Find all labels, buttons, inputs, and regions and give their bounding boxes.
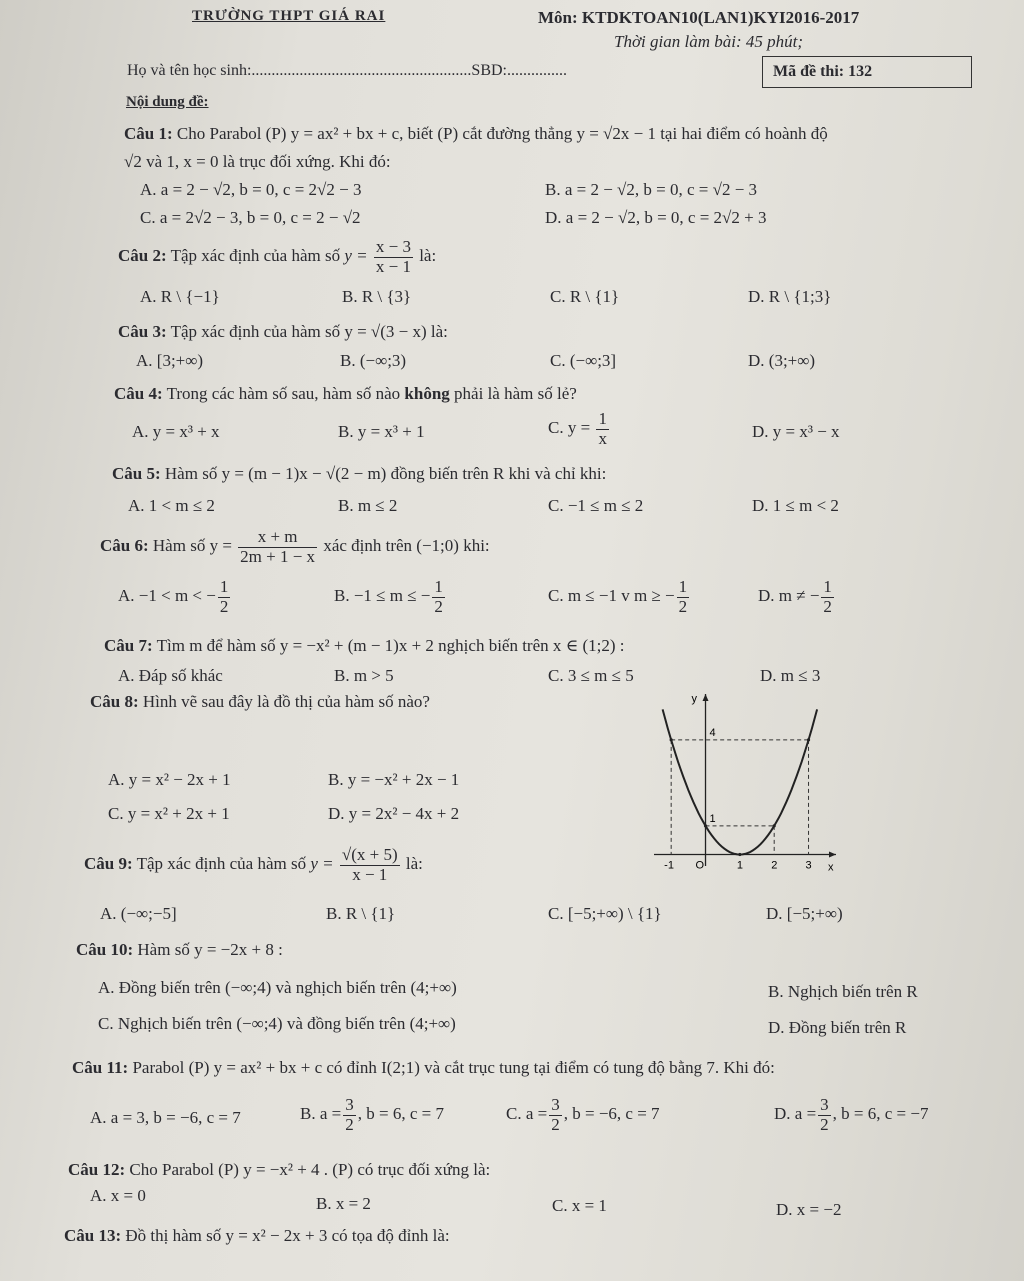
- q11-option-b-post: , b = 6, c = 7: [357, 1104, 444, 1124]
- q6-a-num: 1: [219, 577, 229, 596]
- question-6-text: Hàm số y =: [152, 536, 232, 556]
- question-10: [76, 940, 283, 960]
- question-12: [68, 1160, 490, 1180]
- q5-option-c: C. −1 ≤ m ≤ 2: [548, 496, 644, 515]
- y-axis-arrow-icon: [703, 694, 709, 701]
- question-4-emphasis: không: [404, 384, 450, 403]
- q11-d-den: 2: [820, 1114, 829, 1134]
- q11-b-num: 3: [345, 1095, 354, 1114]
- q8-option-b: B. y = −x² + 2x − 1: [328, 770, 460, 789]
- question-9-lhs: y =: [310, 854, 334, 874]
- q3-option-d: D. (3;+∞): [748, 351, 816, 370]
- q2-option-d: D. R \ {1;3}: [748, 287, 832, 306]
- question-13: [64, 1226, 450, 1246]
- question-6-fraction: [238, 528, 317, 566]
- question-6-text-end: xác định trên (−1;0) khi:: [323, 536, 490, 556]
- q12-option-d: D. x = −2: [776, 1200, 842, 1219]
- origin-label: O: [695, 859, 705, 872]
- parabola-point: [738, 853, 741, 856]
- question-1: [124, 124, 828, 144]
- question-2-fraction: [374, 238, 413, 276]
- q6-option-a-text: A. −1 < m < −: [118, 586, 216, 606]
- q8-option-a: A. y = x² − 2x + 1: [108, 770, 231, 789]
- q6-numerator: x + m: [238, 528, 317, 548]
- q4-option-c: [548, 410, 611, 448]
- q11-b-den: 2: [345, 1114, 354, 1134]
- question-10-label: Câu 10:: [76, 940, 134, 959]
- x-tick-label: 3: [805, 859, 812, 872]
- q7-option-a: A. Đáp số khác: [118, 666, 223, 685]
- q6-option-a-fraction: [218, 578, 231, 616]
- q11-option-d-post: , b = 6, c = −7: [832, 1104, 929, 1124]
- q11-option-a: A. a = 3, b = −6, c = 7: [90, 1108, 241, 1127]
- q9-denominator: x − 1: [352, 864, 388, 884]
- q7-option-d: D. m ≤ 3: [760, 666, 821, 685]
- question-4-text: Trong các hàm số sau, hàm số nào: [166, 384, 401, 403]
- y-tick-label: 4: [709, 726, 716, 739]
- y-axis-label: y: [691, 693, 698, 705]
- parabola-point: [670, 738, 673, 741]
- q11-option-d: [774, 1096, 928, 1134]
- student-info-line: Họ và tên học sinh:.......................................................SBD:...............: [127, 62, 567, 79]
- y-tick-label: 1: [709, 812, 716, 825]
- x-axis-arrow-icon: [829, 852, 836, 858]
- x-axis-label: x: [828, 861, 834, 874]
- q6-option-b-text: B. −1 ≤ m ≤ −: [334, 586, 431, 606]
- q4-option-c-lhs: C. y =: [548, 418, 591, 438]
- question-3-label: Câu 3:: [118, 322, 167, 341]
- question-12-text: Cho Parabol (P) y = −x² + 4 . (P) có trục đối xứng là:: [129, 1160, 491, 1179]
- q3-option-b: B. (−∞;3): [340, 351, 407, 370]
- q6-a-den: 2: [219, 596, 229, 616]
- q6-option-b-fraction: [432, 578, 445, 616]
- question-9-fraction: [340, 846, 400, 884]
- q6-b-num: 1: [434, 577, 443, 596]
- q6-option-d-text: D. m ≠ −: [758, 586, 820, 606]
- parabola-point: [773, 824, 776, 827]
- q6-b-den: 2: [434, 596, 443, 616]
- q2-option-b: B. R \ {3}: [342, 287, 412, 306]
- question-1-label: Câu 1:: [124, 124, 173, 143]
- q7-option-b: B. m > 5: [334, 666, 394, 685]
- question-9-label: Câu 9:: [84, 854, 133, 874]
- question-4: [114, 384, 577, 404]
- q2-option-c: C. R \ {1}: [550, 287, 620, 306]
- question-9-text: Tập xác định của hàm số: [136, 854, 307, 874]
- question-8-text: Hình vẽ sau đây là đồ thị của hàm số nào?: [142, 692, 430, 711]
- q4-option-d: D. y = x³ − x: [752, 422, 840, 441]
- q11-option-d-fraction: [818, 1096, 831, 1134]
- q11-d-num: 3: [820, 1095, 829, 1114]
- question-12-label: Câu 12:: [68, 1160, 126, 1179]
- q6-c-num: 1: [678, 577, 688, 596]
- question-11-text: Parabol (P) y = ax² + bx + c có đỉnh I(2;1) và cắt trục tung tại điểm có tung độ bằng 7. Khi đó:: [132, 1058, 775, 1077]
- q6-denominator: 2m + 1 − x: [240, 546, 316, 566]
- q5-option-d: D. 1 ≤ m < 2: [752, 496, 839, 515]
- q9-option-c: C. [−5;+∞) \ {1}: [548, 904, 662, 923]
- q3-option-a: A. [3;+∞): [136, 351, 204, 370]
- question-7-text: Tìm m để hàm số y = −x² + (m − 1)x + 2 nghịch biến trên x ∈ (1;2) :: [156, 636, 625, 655]
- x-tick-label: 1: [736, 859, 743, 872]
- q11-option-d-pre: D. a =: [774, 1104, 817, 1124]
- q4-option-a: A. y = x³ + x: [132, 422, 220, 441]
- q1-option-c: C. a = 2√2 − 3, b = 0, c = 2 − √2: [140, 208, 361, 227]
- question-3-text: Tập xác định của hàm số y = √(3 − x) là:: [170, 322, 448, 341]
- parabola-point: [704, 824, 707, 827]
- q5-option-a: A. 1 < m ≤ 2: [128, 496, 215, 515]
- question-6: [100, 528, 490, 566]
- q11-option-b-pre: B. a =: [300, 1104, 342, 1124]
- q6-option-b: [334, 578, 447, 616]
- q6-option-d: [758, 578, 836, 616]
- q12-option-b: B. x = 2: [316, 1194, 371, 1213]
- q4-option-b: B. y = x³ + 1: [338, 422, 425, 441]
- parabola-curve: [663, 709, 818, 854]
- q9-option-d: D. [−5;+∞): [766, 904, 843, 923]
- q1-option-a: A. a = 2 − √2, b = 0, c = 2√2 − 3: [140, 180, 362, 199]
- q11-option-c-fraction: [549, 1096, 562, 1134]
- graph-curve-and-guides: [663, 709, 818, 856]
- question-4-label: Câu 4:: [114, 384, 163, 403]
- question-8: [90, 692, 430, 712]
- q11-c-den: 2: [551, 1114, 560, 1134]
- question-1-text-cont: √2 và 1, x = 0 là trục đối xứng. Khi đó:: [124, 152, 391, 171]
- question-6-label: Câu 6:: [100, 536, 149, 556]
- question-8-label: Câu 8:: [90, 692, 139, 711]
- question-2-label: Câu 2:: [118, 246, 167, 266]
- q12-option-a: A. x = 0: [90, 1186, 146, 1205]
- question-7-label: Câu 7:: [104, 636, 153, 655]
- question-7: [104, 636, 625, 656]
- q6-option-c-fraction: [677, 578, 690, 616]
- q6-c-den: 2: [678, 596, 688, 616]
- q2-option-a: A. R \ {−1}: [140, 287, 220, 306]
- q9-numerator: √(x + 5): [341, 845, 398, 864]
- subject-line: Môn: KTDKTOAN10(LAN1)KYI2016-2017: [538, 8, 860, 27]
- q2-denominator: x − 1: [375, 256, 411, 276]
- q6-option-d-fraction: [821, 578, 834, 616]
- x-tick-label: 2: [771, 859, 778, 872]
- q11-option-b-fraction: [343, 1096, 356, 1134]
- q3-option-c: C. (−∞;3]: [550, 351, 617, 370]
- question-9-tail: là:: [405, 854, 423, 874]
- q11-c-num: 3: [551, 1095, 560, 1114]
- q4-option-c-fraction: [596, 410, 609, 448]
- q6-option-a: [118, 578, 232, 616]
- q2-numerator: x − 3: [375, 237, 411, 256]
- question-11-label: Câu 11:: [72, 1058, 129, 1077]
- q10-option-d: D. Đồng biến trên R: [768, 1018, 907, 1037]
- parabola-point: [807, 738, 810, 741]
- question-5-label: Câu 5:: [112, 464, 161, 483]
- question-2-tail: là:: [419, 246, 437, 266]
- q7-option-c: C. 3 ≤ m ≤ 5: [548, 666, 634, 685]
- question-11: [72, 1058, 775, 1078]
- q12-option-c: C. x = 1: [552, 1196, 607, 1215]
- exam-code-box: [762, 56, 972, 88]
- q10-option-b: B. Nghịch biến trên R: [768, 982, 918, 1001]
- q11-option-c-post: , b = −6, c = 7: [563, 1104, 660, 1124]
- question-2-lhs: y =: [344, 246, 368, 266]
- content-title: Nội dung đề:: [126, 94, 209, 110]
- q6-d-den: 2: [823, 596, 832, 616]
- question-5: [112, 464, 606, 484]
- exam-code: Mã đề thi: 132: [773, 63, 873, 80]
- question-10-text: Hàm số y = −2x + 8 :: [137, 940, 283, 959]
- q6-d-num: 1: [823, 577, 832, 596]
- q5-option-b: B. m ≤ 2: [338, 496, 398, 515]
- q9-option-a: A. (−∞;−5]: [100, 904, 177, 923]
- q1-option-d: D. a = 2 − √2, b = 0, c = 2√2 + 3: [545, 208, 767, 227]
- q8-option-c: C. y = x² + 2x + 1: [108, 804, 230, 823]
- q11-option-b: [300, 1096, 444, 1134]
- q10-option-c: C. Nghịch biến trên (−∞;4) và đồng biến trên (4;+∞): [98, 1014, 456, 1033]
- question-1-text: Cho Parabol (P) y = ax² + bx + c, biết (P) cắt đường thẳng y = √2x − 1 tại hai điểm có hoành độ: [176, 124, 828, 143]
- question-5-text: Hàm số y = (m − 1)x − √(2 − m) đồng biến trên R khi và chỉ khi:: [164, 464, 607, 483]
- question-9: [84, 846, 423, 884]
- q8-option-d: D. y = 2x² − 4x + 2: [328, 804, 460, 823]
- question-13-label: Câu 13:: [64, 1226, 122, 1245]
- q6-option-c: [548, 578, 691, 616]
- q1-option-b: B. a = 2 − √2, b = 0, c = √2 − 3: [545, 180, 758, 199]
- q6-option-c-text: C. m ≤ −1 v m ≥ −: [548, 586, 675, 606]
- q4-c-denominator: x: [598, 428, 607, 448]
- question-2: [118, 238, 436, 276]
- q4-c-numerator: 1: [598, 409, 607, 428]
- question-3: [118, 322, 448, 342]
- school-name: TRƯỜNG THPT GIÁ RAI: [192, 8, 386, 24]
- q11-option-c: [506, 1096, 660, 1134]
- question-13-text: Đồ thị hàm số y = x² − 2x + 3 có tọa độ đỉnh là:: [125, 1226, 450, 1245]
- q11-option-c-pre: C. a =: [506, 1104, 548, 1124]
- q8-parabola-graph: [640, 680, 850, 890]
- question-2-text: Tập xác định của hàm số: [170, 246, 341, 266]
- time-limit: Thời gian làm bài: 45 phút;: [614, 32, 803, 51]
- question-4-text-end: phải là hàm số lẻ?: [454, 384, 577, 403]
- x-tick-label: -1: [664, 859, 674, 872]
- q10-option-a: A. Đồng biến trên (−∞;4) và nghịch biến trên (4;+∞): [98, 978, 457, 997]
- q9-option-b: B. R \ {1}: [326, 904, 396, 923]
